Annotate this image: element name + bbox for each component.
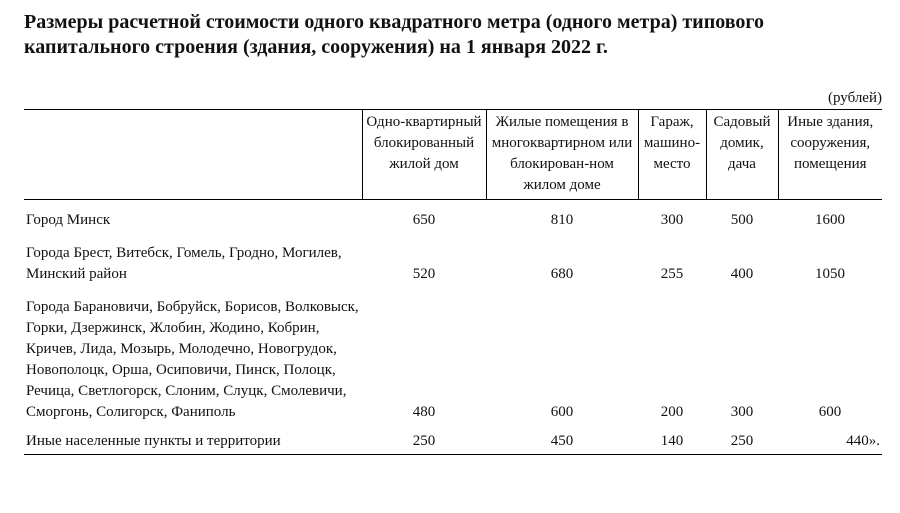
value-cell: 255 — [660, 266, 684, 282]
header-apartment-premises: Жилые помещения в многоквартирном или блокирован-ном жилом доме — [486, 110, 638, 200]
header-garden-house: Садовый домик, дача — [706, 110, 778, 200]
unit-note: (рублей) — [827, 90, 882, 106]
region-cell: Город Минск — [26, 212, 111, 228]
value-cell: 600 — [550, 404, 574, 420]
value-cell: 440». — [778, 423, 882, 455]
value-cell: 1050 — [815, 266, 845, 282]
value-cell: 300 — [730, 404, 754, 420]
table-row — [24, 200, 882, 232]
value-cell: 650 — [412, 212, 436, 228]
value-cell: 520 — [412, 266, 436, 282]
region-cell: Города Брест, Витебск, Гомель, Гродно, Могилев, Минский район — [26, 245, 342, 282]
header-other-buildings: Иные здания, сооружения, помещения — [778, 110, 882, 200]
value-cell: 250 — [362, 423, 486, 455]
table-row — [24, 285, 882, 423]
header-single-family-house: Одно-квартирный блокированный жилой дом — [362, 110, 486, 200]
document-title: Размеры расчетной стоимости одного квадратного метра (одного метра) типового капитального строения (здания, сооружения) на 1 января 2022 г. — [24, 11, 764, 58]
cost-table — [24, 109, 882, 455]
value-cell: 480 — [412, 404, 436, 420]
value-cell: 400 — [730, 266, 754, 282]
value-cell: 500 — [730, 212, 754, 228]
region-cell: Иные населенные пункты и территории — [24, 423, 362, 455]
header-garage: Гараж, машино-место — [638, 110, 706, 200]
value-cell: 680 — [550, 266, 574, 282]
table-row — [24, 231, 882, 285]
value-cell: 450 — [486, 423, 638, 455]
header-region — [24, 110, 362, 200]
value-cell: 250 — [706, 423, 778, 455]
value-cell: 810 — [550, 212, 574, 228]
value-cell: 200 — [660, 404, 684, 420]
value-cell: 140 — [638, 423, 706, 455]
table-row — [24, 423, 882, 455]
value-cell: 300 — [660, 212, 684, 228]
region-cell: Города Барановичи, Бобруйск, Борисов, Волковыск, Горки, Дзержинск, Жлобин, Жодино, Кобрин, Кричев, Лида, Мозырь, Молодечно, Новогрудок, Новополоцк, Орша, Осиповичи, Пинск, Полоцк, Речица, Светлогорск, Слоним, Слуцк, Смолевичи, Сморгонь, Солигорск, Фаниполь — [26, 299, 359, 420]
value-cell: 1600 — [815, 212, 845, 228]
value-cell: 600 — [818, 404, 842, 420]
table-header-row — [24, 110, 882, 200]
